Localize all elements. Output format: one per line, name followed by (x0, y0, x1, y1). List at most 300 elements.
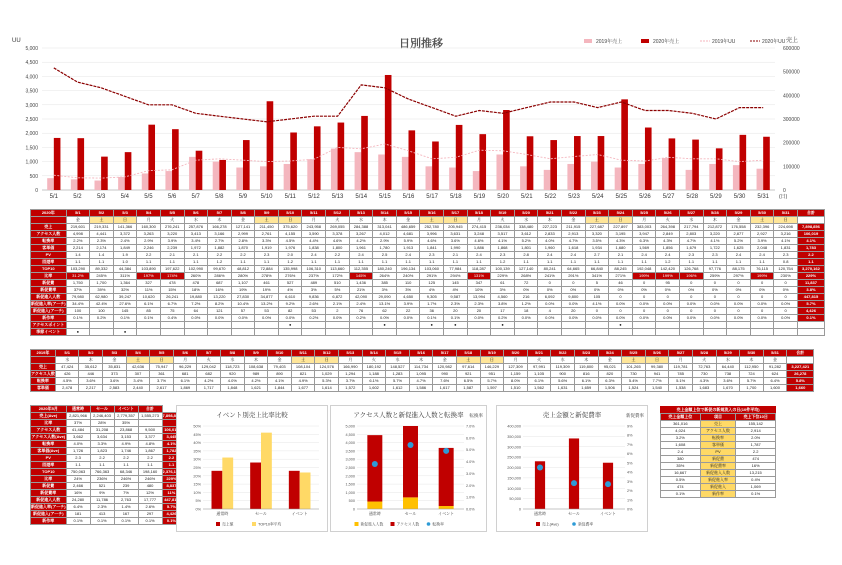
row-total: 1,783 (797, 245, 824, 252)
summary-cell: 2.2 (90, 455, 114, 462)
weekday-cell: 金 (598, 357, 622, 364)
table-cell: 6,092 (538, 294, 562, 301)
y-right-tick-label: 4.0% (466, 460, 475, 465)
bar-2019-sales (165, 171, 172, 190)
bar (439, 506, 454, 509)
table-cell: 0.0% (208, 315, 232, 322)
table-cell: 1,848 (221, 385, 245, 392)
table-cell: 1.1 (703, 259, 727, 266)
date-header: 5/4 (137, 210, 161, 217)
summary-right-cell: 155,142 (736, 421, 776, 428)
table-cell: 0.0% (585, 315, 609, 322)
date-header: 5/10 (268, 350, 292, 357)
table-cell: 0 (774, 280, 798, 287)
bar-2020-sales (598, 136, 605, 190)
table-cell: 2.1 (444, 252, 468, 259)
table-cell: 0% (656, 287, 680, 294)
table-cell: 192,048 (632, 266, 656, 273)
table-cell: 0% (585, 287, 609, 294)
table-cell: 347 (467, 280, 491, 287)
table-cell: 6,872 (326, 294, 350, 301)
bar-2019-sales (520, 166, 527, 190)
date-header: 5/1 (66, 210, 90, 217)
summary-row-label: 売上(Ave) (31, 413, 67, 420)
table-cell: 31.2% (66, 273, 90, 280)
table-cell: 1,700 (90, 280, 114, 287)
summary-right-cell: 35% (661, 463, 701, 470)
table-cell: 103,060 (420, 266, 444, 273)
table-cell: 4.5% (278, 238, 302, 245)
table-cell: 1,856 (656, 245, 680, 252)
bar (569, 438, 579, 509)
date-header: 5/3 (103, 350, 127, 357)
table-cell (727, 329, 751, 336)
table-cell: 97,991 (527, 364, 551, 371)
table-cell: 1,882 (208, 245, 232, 252)
table-cell: 6.1% (173, 378, 197, 385)
table-cell: 0 (609, 308, 633, 315)
date-header: 5/11 (302, 210, 326, 217)
y-tick-label: 25% (193, 466, 201, 470)
y-tick-label: 15% (193, 482, 201, 487)
table-cell: 2,048 (750, 245, 774, 252)
date-header: 5/20 (504, 350, 528, 357)
summary-cell: 297 (138, 511, 162, 518)
table-cell: 7.6% (433, 378, 457, 385)
mini-chart-title: イベント別売上比率比較 (216, 412, 288, 419)
table-cell: 1,869 (173, 385, 197, 392)
table-cell: 1.1 (90, 259, 114, 266)
bar-2019-sales (355, 152, 362, 190)
bar-2019-sales (378, 155, 385, 191)
bar-2019-sales (686, 170, 693, 190)
summary-cell: 2,821,966 (66, 413, 90, 420)
table-cell: 79,403 (268, 364, 292, 371)
table-cell: 7.2% (184, 301, 208, 308)
table-cell: 274,415 (467, 224, 491, 231)
table-cell: 199% (656, 273, 680, 280)
summary-cell: 0.1% (66, 518, 90, 525)
table-cell: 0 (774, 294, 798, 301)
table-cell: 0 (703, 308, 727, 315)
table-cell (562, 322, 586, 329)
table-cell: 126,768 (679, 266, 703, 273)
bar-2019-sales (118, 177, 125, 190)
table-row (31, 273, 825, 280)
table-row (31, 238, 825, 245)
date-header: 5/30 (740, 350, 764, 357)
summary-right-cell: 2.2 (736, 449, 776, 456)
y-right-tick-label: 1% (627, 498, 633, 503)
table-cell: 1.2 (491, 259, 515, 266)
table-cell: 271% (609, 273, 633, 280)
table-cell: 3,267 (349, 231, 373, 238)
table-cell: 1.1 (514, 259, 538, 266)
y-tick-label: 50% (193, 424, 201, 429)
table-2019 (30, 349, 814, 392)
table-cell: 1,800 (326, 245, 350, 252)
chart-title: 日別推移 (399, 38, 443, 50)
table-cell: 0 (727, 308, 751, 315)
table-cell (491, 329, 515, 336)
table-cell: 145 (113, 308, 137, 315)
table-cell: 48,812 (231, 266, 255, 273)
y-tick-label: 3,500 (345, 449, 355, 454)
table-cell: 478 (160, 280, 184, 287)
bar-2020-sales (503, 110, 510, 190)
weekday-cell: 金 (231, 217, 255, 224)
table-cell: 269,055 (326, 224, 350, 231)
table-cell: 276,241 (160, 224, 184, 231)
line-2020-uu (54, 68, 763, 122)
mini-chart-title: アクセス人数と新促進入人数と転換率 (353, 412, 464, 419)
summary-cell: 24% (66, 476, 90, 483)
table-cell (184, 322, 208, 329)
table-cell: 4% (420, 287, 444, 294)
table-cell: 1,801 (514, 245, 538, 252)
y-tick-label: 5% (195, 499, 201, 504)
row-label: アクセス人数 (31, 231, 67, 238)
bar (250, 463, 261, 509)
table-cell: 2.1 (609, 252, 633, 259)
bar-2020-sales (527, 136, 534, 190)
y-tick-label: 500 (348, 499, 355, 504)
table-cell: 1,621 (244, 385, 268, 392)
x-tick-label: 通常時 (534, 511, 546, 516)
table-cell: 18 (514, 308, 538, 315)
summary-row (31, 434, 181, 441)
summary-right-cell: 4,024 (661, 428, 701, 435)
x-tick-label: 5/18 (449, 194, 462, 200)
summary-cell: 239 (114, 483, 138, 490)
x-tick-label: 5/13 (331, 194, 344, 200)
table-cell: 13,220 (208, 294, 232, 301)
table-cell: 5.6% (551, 378, 575, 385)
table-cell: 219,331 (90, 224, 114, 231)
summary-cell: 3,377 (138, 434, 162, 441)
table-cell: 3,378 (326, 231, 350, 238)
x-tick-label: 5/28 (686, 194, 699, 200)
bar-2020-sales (574, 136, 581, 190)
table-cell (444, 329, 468, 336)
x-tick-label: 5/11 (284, 194, 296, 200)
x-tick-label: 5/15 (379, 194, 391, 200)
date-header: 5/28 (692, 350, 716, 357)
table-cell: 0 (774, 308, 798, 315)
table-cell: 0.0% (514, 315, 538, 322)
bar-2020-sales (456, 125, 463, 190)
table-cell: 236,034 (491, 224, 515, 231)
point-marker (443, 448, 449, 454)
table-cell: 1.1 (302, 259, 326, 266)
table-cell: 989 (244, 371, 268, 378)
table-cell: 373 (103, 371, 127, 378)
weekday-cell: 金 (268, 357, 292, 364)
row-total: 2.2 (797, 252, 824, 259)
table-cell: ● (609, 322, 633, 329)
weekday-cell: 土 (456, 357, 480, 364)
table-cell: 113,660 (326, 266, 350, 273)
summary-right-cell: 新促費率 (700, 463, 736, 470)
table-cell: 39% (90, 287, 114, 294)
row-total: 106,019 (797, 231, 824, 238)
summary-cell: 1.1 (66, 462, 90, 469)
table-cell: 72,884 (255, 266, 279, 273)
summary-row-label: 新作率 (31, 518, 67, 525)
date-header: 5/18 (467, 210, 491, 217)
table-cell: 10.4% (231, 301, 255, 308)
table-cell: 1,562 (527, 385, 551, 392)
weekday-cell: 火 (197, 357, 221, 364)
bar (403, 426, 418, 497)
table-cell (373, 329, 397, 336)
y-tick-label: 4,000 (345, 441, 355, 446)
y-tick-label: 1,000 (345, 490, 355, 495)
table-cell: 0.0% (538, 301, 562, 308)
table-cell: 0.0% (727, 315, 751, 322)
table-cell: 108,638 (244, 364, 268, 371)
table-cell: 4.1% (703, 238, 727, 245)
table-cell: 2.3 (420, 252, 444, 259)
table-cell: 0 (609, 294, 633, 301)
x-tick-label: イベント (438, 511, 455, 516)
table-cell: 687 (208, 280, 232, 287)
table-cell: 2.4 (349, 252, 373, 259)
table-cell: 4.7% (409, 378, 433, 385)
weekday-cell: 日 (480, 357, 504, 364)
table-cell: 3% (373, 287, 397, 294)
summary-row (31, 490, 181, 497)
table-cell: 0.0% (396, 315, 420, 322)
legend-label: アクセス人数 (396, 522, 420, 527)
table-cell: 730 (622, 371, 646, 378)
table-cell: 291% (420, 273, 444, 280)
table-cell: 95 (656, 280, 680, 287)
weekday-cell: 土 (420, 217, 444, 224)
table-cell: 2,174 (90, 245, 114, 252)
y-right-tick-label: 5.0% (466, 448, 475, 453)
table-cell: 284,388 (349, 224, 373, 231)
weekday-cell: 木 (740, 357, 764, 364)
table-cell: 276% (278, 273, 302, 280)
table-cell: 1,602 (362, 385, 386, 392)
y-right-tick-label: 6% (627, 452, 633, 457)
table-cell: 2.3 (679, 252, 703, 259)
summary-right-cell: PV (700, 449, 736, 456)
row-label: PV (31, 252, 67, 259)
table-cell: 97,776 (703, 266, 727, 273)
date-header: 5/16 (420, 210, 444, 217)
table-cell (585, 329, 609, 336)
y-left-tick-label: 3,500 (25, 88, 38, 95)
table-cell: 61 (491, 280, 515, 287)
table-cell: 75 (160, 308, 184, 315)
y-tick-label: 45% (193, 432, 201, 437)
table-cell: 47,424 (55, 364, 79, 371)
table-cell (750, 329, 774, 336)
weekday-cell: 水 (679, 217, 703, 224)
table-cell: 39,247 (113, 294, 137, 301)
table-cell: 1,780 (373, 245, 397, 252)
table-cell: 91,282 (763, 364, 787, 371)
date-header: 5/13 (339, 350, 363, 357)
table-cell: 291% (562, 273, 586, 280)
table-cell: 1,618 (562, 245, 586, 252)
table-cell: 816 (574, 371, 598, 378)
row-label: 回遊率 (31, 259, 67, 266)
table-cell: 224,698 (774, 224, 798, 231)
summary-right-cell: 0.1% (736, 491, 776, 498)
date-header: 5/23 (574, 350, 598, 357)
summary-cell: 28% (90, 420, 114, 427)
table-cell: 197,622 (160, 266, 184, 273)
table-cell: 66,840 (585, 266, 609, 273)
table-cell: 197% (137, 273, 161, 280)
table-cell: 112,950 (740, 364, 764, 371)
weekday-cell: 月 (467, 217, 491, 224)
table-cell: 0.0% (774, 315, 798, 322)
table-cell: 4.0% (538, 238, 562, 245)
table-cell: 1.4 (66, 252, 90, 259)
table-cell (160, 322, 184, 329)
date-header: 5/5 (160, 210, 184, 217)
summary-row-label: アクセス人数 (31, 427, 67, 434)
table-cell: 72,763 (692, 364, 716, 371)
mini-chart-title: 売上金額と新促費率 (542, 412, 602, 419)
summary-row (31, 420, 181, 427)
table-cell (727, 322, 751, 329)
table-cell: 112,355 (349, 266, 373, 273)
table-cell: 1.2 (656, 259, 680, 266)
row-label: 新促進入率(アーチ) (31, 301, 66, 306)
table-cell (396, 322, 420, 329)
table-cell: 3.5% (585, 238, 609, 245)
x-tick-label: 5/17 (426, 194, 438, 200)
legend-swatch (536, 522, 540, 526)
table-cell: 2,617 (150, 385, 174, 392)
table-cell: 3.6% (103, 378, 127, 385)
date-header: 5/18 (456, 350, 480, 357)
legend-swatch (427, 522, 431, 526)
summary-cell: 1,746 (114, 448, 138, 455)
table-cell: 37% (66, 287, 90, 294)
summary-cell: 5.7% (162, 504, 181, 511)
legend-label: 2019年UU (712, 39, 736, 45)
x-tick-label: 5/6 (167, 194, 177, 200)
table-cell: 64,440 (716, 364, 740, 371)
table-cell: 0.0% (750, 301, 774, 308)
summary-cell: 17,777 (138, 497, 162, 504)
table-cell: 1.1 (562, 259, 586, 266)
table-cell: 5.9% (396, 238, 420, 245)
date-header: 5/19 (491, 210, 515, 217)
table-cell: 2,913 (562, 231, 586, 238)
summary-cell: 4.1% (162, 441, 181, 448)
y-left-tick-label: 1,500 (25, 145, 38, 152)
table-cell: 0.2% (349, 315, 373, 322)
date-header: 5/16 (409, 350, 433, 357)
table-cell: 2.4 (727, 252, 751, 259)
table-cell: 0 (750, 294, 774, 301)
y-tick-label: 350,000 (507, 434, 521, 439)
bar-2019-sales (402, 157, 409, 190)
table-cell: 0 (562, 280, 586, 287)
year-label: 2019年 (31, 350, 56, 357)
table-cell: 6.1% (362, 378, 386, 385)
table-cell: 0.0% (774, 301, 798, 308)
bar-2019-sales (94, 181, 101, 190)
table-cell: 127,141 (231, 224, 255, 231)
x-tick-label: 5/19 (473, 194, 486, 200)
row-label: アクセスポイント (32, 322, 65, 327)
x-tick-label: セール (568, 511, 580, 516)
summary-cell: 7,898,856 (162, 413, 181, 418)
weekday-cell: 月 (173, 357, 197, 364)
table-cell: 297% (727, 273, 751, 280)
date-header: 5/30 (750, 210, 774, 217)
table-row (31, 287, 825, 294)
table-cell: 106,310 (302, 266, 326, 273)
legend-label: 2020年売上 (653, 39, 680, 45)
bar-2020-sales (716, 148, 723, 190)
bar-2020-sales (669, 138, 676, 190)
table-cell: 0 (679, 294, 703, 301)
table-cell: 2.4 (467, 252, 491, 259)
weekday-cell: 月 (669, 357, 693, 364)
table-cell: 311% (113, 273, 137, 280)
table-cell: 1,990 (444, 245, 468, 252)
table-row (31, 231, 825, 238)
weekday-cell: 水 (386, 357, 410, 364)
table-cell: 252,780 (420, 224, 444, 231)
row-label: 新促費率 (31, 287, 67, 294)
summary-row-label: TOP10 (31, 469, 67, 476)
table-cell: 1,670 (716, 385, 740, 392)
table-cell: 180,240 (373, 266, 397, 273)
table-cell: 44,384 (113, 266, 137, 273)
row-total: 3,270,162 (797, 266, 824, 273)
row-total: 4.1% (797, 238, 824, 245)
row-total: 0.1% (797, 315, 824, 322)
y-right-tick-label: 7.0% (466, 424, 475, 429)
table-cell: 2.3 (774, 252, 798, 259)
summary-cell: 480 (138, 483, 162, 490)
table-cell: 0.2% (491, 315, 515, 322)
table-cell: 2,761 (255, 231, 279, 238)
table-cell: 148,527 (386, 364, 410, 371)
summary-cell: 246% (114, 476, 138, 483)
summary-cell: 766,363 (90, 469, 114, 476)
y-right-tick-label: 6.0% (466, 436, 475, 441)
table-cell: 1,105 (527, 371, 551, 378)
summary-header: 2020年5月 (31, 406, 67, 413)
summary-cell: 8,837 (162, 483, 181, 490)
summary-cell: 4.9% (114, 441, 138, 448)
row-total (797, 329, 824, 336)
table-cell: 1,972 (184, 245, 208, 252)
summary-right-header: 項目 (700, 414, 736, 421)
table-cell: 232,396 (750, 224, 774, 231)
legend-swatch (252, 522, 256, 526)
summary-cell: 229% (162, 476, 181, 483)
table-cell: 1,600 (763, 385, 787, 392)
summary-right-cell: 新作率 (700, 491, 736, 498)
table-cell: 0% (562, 287, 586, 294)
table-cell: 0.4% (160, 315, 184, 322)
weekday-cell: 日 (645, 357, 669, 364)
bar-2019-sales (615, 168, 622, 190)
table-row (31, 294, 825, 301)
